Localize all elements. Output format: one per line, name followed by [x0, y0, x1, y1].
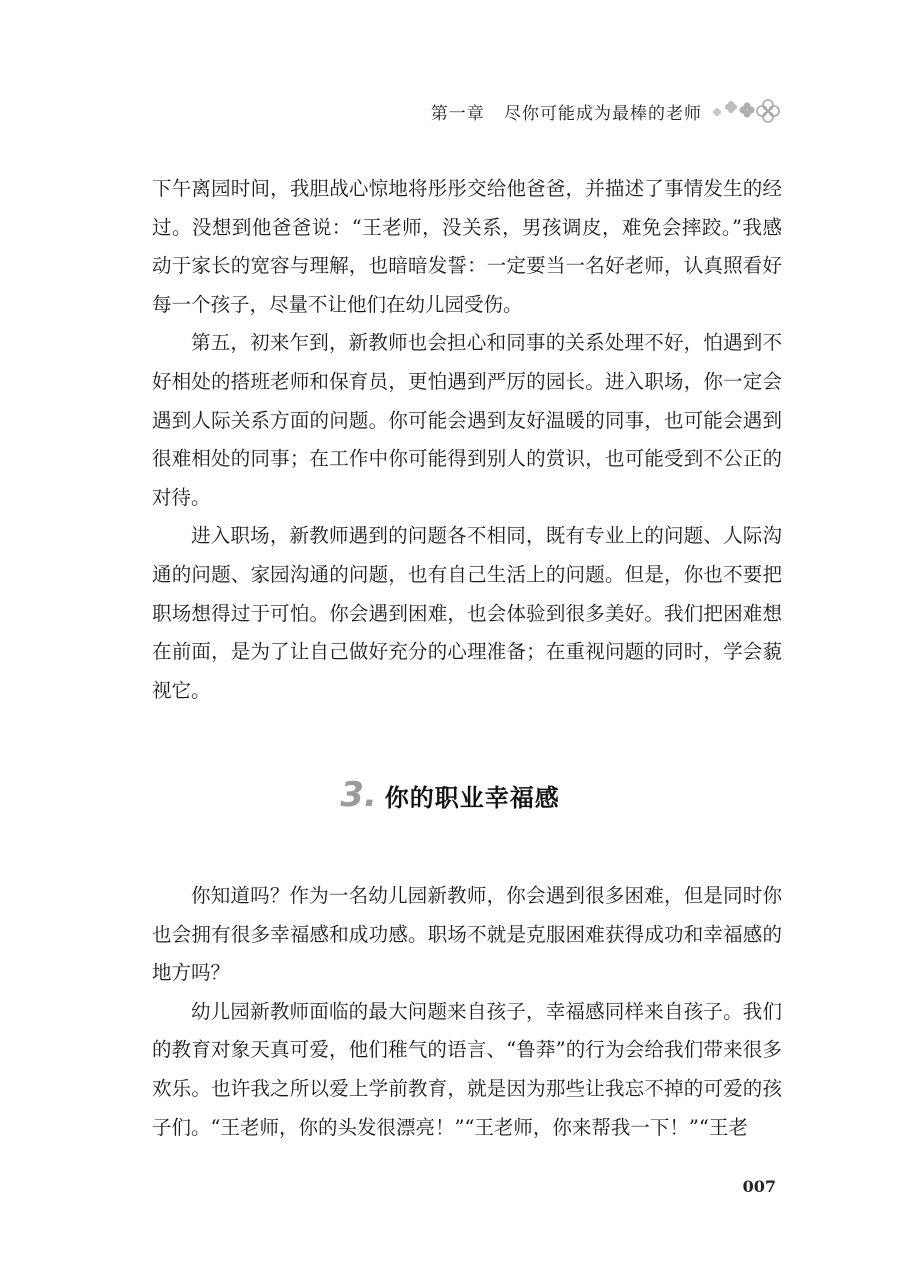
body-text-upper: [152, 170, 782, 710]
chapter-label: 第一章: [430, 103, 485, 124]
paragraph: 你知道吗？作为一名幼儿园新教师，你会遇到很多困难，但是同时你也会拥有很多幸福感和成功感。职场不就是克服困难获得成功和幸福感的地方吗？: [152, 884, 782, 985]
body-text-lower: [152, 877, 782, 1147]
paragraph: 幼儿园新教师面临的最大问题来自孩子，幸福感同样来自孩子。我们的教育对象天真可爱，他们稚气的语言、“鲁莽”的行为会给我们带来很多欢乐。也许我之所以爱上学前教育，就是因为那些让我忘不掉的可爱的孩子们。“王老师，你的头发很漂亮！”“王老师，你来帮我一下！”“王老: [152, 999, 782, 1139]
clover-cluster-icon: [710, 97, 780, 125]
paragraph: 第五，初来乍到，新教师也会担心和同事的关系处理不好，怕遇到不好相处的搭班老师和保育员，更怕遇到严厉的园长。进入职场，你一定会遇到人际关系方面的问题。你可能会遇到友好温暖的同事，也可能会遇到很难相处的同事；在工作中你可能得到别人的赏识，也可能受到不公正的对待。: [152, 331, 782, 509]
section-heading: [0, 775, 900, 815]
paragraph: 下午离园时间，我胆战心惊地将彤彤交给他爸爸，并描述了事情发生的经过。没想到他爸爸说：“王老师，没关系，男孩调皮，难免会摔跤。”我感动于家长的宽容与理解，也暗暗发誓：一定要当一名好老师，认真照看好每一个孩子，尽量不让他们在幼儿园受伤。: [152, 177, 782, 316]
chapter-title: 尽你可能成为最棒的老师: [504, 103, 702, 124]
running-header: [431, 96, 780, 126]
paragraph: 进入职场，新教师遇到的问题各不相同，既有专业上的问题、人际沟通的问题、家园沟通的问题，也有自己生活上的问题。但是，你也不要把职场想得过于可怕。你会遇到困难，也会体验到很多美好。我们把困难想在前面，是为了让自己做好充分的心理准备；在重视问题的同时，学会藐视它。: [152, 524, 782, 702]
section-number: 3.: [340, 775, 377, 815]
page-number: 007: [742, 1177, 776, 1196]
section-title: 你的职业幸福感: [384, 784, 560, 812]
